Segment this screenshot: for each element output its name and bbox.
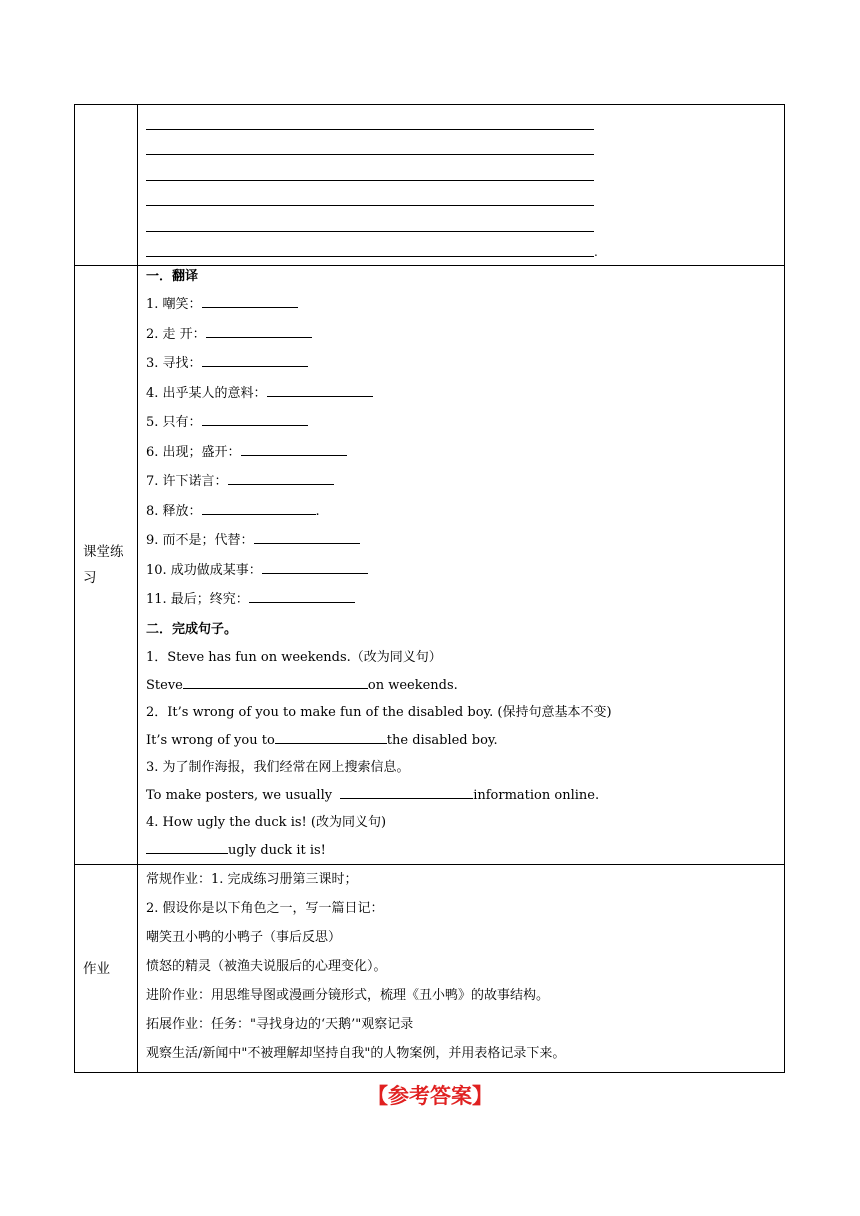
homework-label: 作业 bbox=[75, 865, 138, 1073]
translate-heading: 一．翻译 bbox=[146, 269, 199, 284]
item-suffix: . bbox=[315, 503, 320, 519]
homework-line: 进阶作业：用思维导图或漫画分镜形式，梳理《丑小鸭》的故事结构。 bbox=[146, 988, 550, 1003]
writing-lines-row bbox=[75, 105, 785, 266]
writing-line[interactable] bbox=[146, 160, 784, 186]
translate-item bbox=[146, 349, 784, 379]
item-label: 5. 只有： bbox=[146, 415, 202, 430]
homework-line: 嘲笑丑小鸭的小鸭子（事后反思） bbox=[146, 930, 342, 945]
sentence-before: It’s wrong of you to bbox=[146, 732, 275, 748]
item-label: 9. 而不是；代替： bbox=[146, 533, 254, 548]
translate-item bbox=[146, 556, 784, 586]
homework-line: 2. 假设你是以下角色之一，写一篇日记： bbox=[146, 901, 384, 916]
empty-label-cell bbox=[75, 105, 138, 266]
writing-line[interactable] bbox=[146, 186, 784, 212]
item-label: 1. 嘲笑： bbox=[146, 297, 202, 312]
translate-item bbox=[146, 526, 784, 556]
answer-blank[interactable] bbox=[202, 500, 316, 515]
homework-line: 观察生活/新闻中"不被理解却坚持自我"的人物案例，并用表格记录下来。 bbox=[146, 1046, 566, 1061]
sentence-answer bbox=[146, 727, 784, 755]
sentence-after: the disabled boy. bbox=[386, 732, 498, 748]
item-label: 6. 出现；盛开： bbox=[146, 444, 241, 460]
sentence-before: Steve bbox=[146, 677, 183, 693]
writing-line[interactable] bbox=[146, 211, 784, 237]
writing-line[interactable] bbox=[146, 135, 784, 161]
answer-blank[interactable] bbox=[202, 411, 308, 426]
sentence-prompt: 4. How ugly the duck is! (改为同义句) bbox=[146, 815, 387, 830]
practice-content bbox=[138, 266, 785, 865]
final-period: . bbox=[594, 245, 598, 259]
answer-blank[interactable] bbox=[241, 441, 347, 456]
sentence-answer bbox=[146, 672, 784, 700]
item-label: 10. 成功做成某事： bbox=[146, 562, 262, 578]
practice-label: 课堂练习 bbox=[75, 266, 138, 865]
translate-item bbox=[146, 497, 784, 527]
item-label: 7. 许下诺言： bbox=[146, 474, 228, 489]
answer-blank[interactable] bbox=[202, 352, 308, 367]
sentence-before: To make posters, we usually bbox=[146, 787, 337, 803]
answer-blank[interactable] bbox=[183, 674, 368, 689]
homework-line: 拓展作业：任务："寻找身边的‘天鹅’"观察记录 bbox=[146, 1017, 414, 1032]
answer-blank[interactable] bbox=[340, 784, 473, 799]
sentence-prompt: 2．It’s wrong of you to make fun of the disabled boy. (保持句意基本不变) bbox=[146, 705, 612, 720]
translate-item bbox=[146, 290, 784, 320]
homework-line: 常规作业：1. 完成练习册第三课时； bbox=[146, 872, 358, 887]
worksheet-table bbox=[74, 104, 785, 1073]
sentence-prompt: 3. 为了制作海报，我们经常在网上搜索信息。 bbox=[146, 760, 410, 775]
answer-blank[interactable] bbox=[275, 729, 387, 744]
answer-blank[interactable] bbox=[254, 529, 360, 544]
answer-title: 【参考答案】 bbox=[367, 1084, 493, 1108]
answer-blank[interactable] bbox=[249, 588, 355, 603]
writing-lines-area bbox=[138, 105, 785, 266]
sentence-after: information online. bbox=[473, 787, 600, 803]
sentences-heading: 二．完成句子。 bbox=[146, 621, 238, 637]
translate-item bbox=[146, 379, 784, 409]
item-label: 11. 最后；终究： bbox=[146, 592, 249, 607]
answer-blank[interactable] bbox=[262, 559, 368, 574]
translate-item bbox=[146, 438, 784, 468]
homework-line: 愤怒的精灵（被渔夫说服后的心理变化）。 bbox=[146, 959, 387, 974]
sentence-answer bbox=[146, 782, 784, 810]
homework-row bbox=[75, 865, 785, 1073]
practice-row bbox=[75, 266, 785, 865]
item-label: 4. 出乎某人的意料： bbox=[146, 385, 267, 401]
writing-line[interactable] bbox=[146, 237, 784, 263]
translate-item bbox=[146, 585, 784, 615]
writing-line[interactable] bbox=[146, 109, 784, 135]
item-label: 8. 释放： bbox=[146, 503, 202, 519]
answer-blank[interactable] bbox=[267, 382, 373, 397]
sentence-answer bbox=[146, 837, 784, 865]
sentence-prompt: 1．Steve has fun on weekends.（改为同义句） bbox=[146, 650, 442, 665]
homework-content bbox=[138, 865, 785, 1073]
answer-blank[interactable] bbox=[202, 293, 298, 308]
translate-item bbox=[146, 408, 784, 438]
translate-item bbox=[146, 467, 784, 497]
item-label: 2. 走 开： bbox=[146, 326, 206, 342]
sentence-after: ugly duck it is! bbox=[228, 842, 326, 858]
item-label: 3. 寻找： bbox=[146, 356, 202, 371]
sentence-after: on weekends. bbox=[367, 677, 458, 693]
answer-blank[interactable] bbox=[146, 839, 228, 854]
answer-blank[interactable] bbox=[206, 323, 312, 338]
translate-item bbox=[146, 320, 784, 350]
answer-blank[interactable] bbox=[228, 470, 334, 485]
